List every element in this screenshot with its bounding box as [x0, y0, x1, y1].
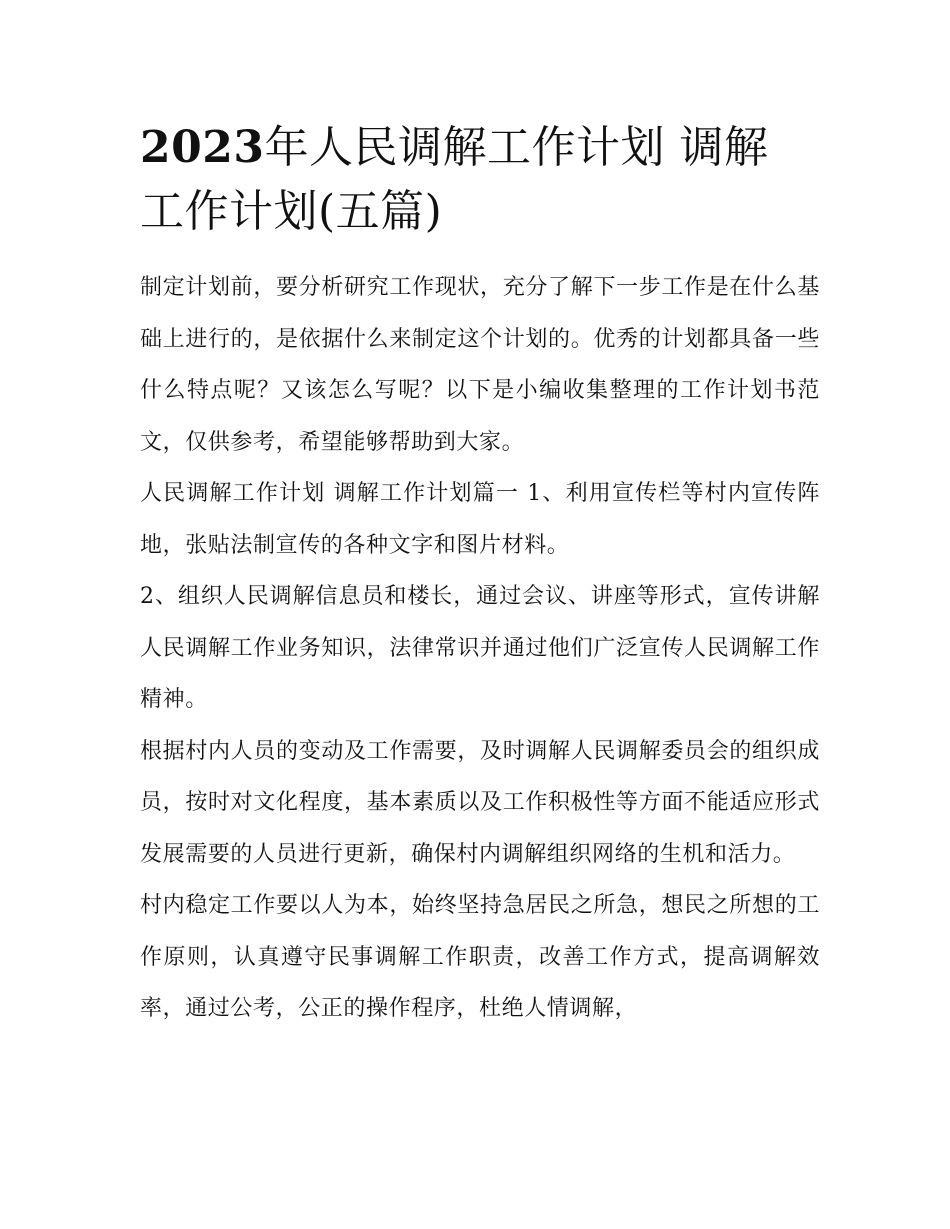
- document-title: [140, 116, 780, 244]
- paragraph-organization: 根据村内人员的变动及工作需要，及时调解人民调解委员会的组织成员，按时对文化程度，基本素质以及工作积极性等方面不能适应形式发展需要的人员进行更新，确保村内调解组织网络的生机和活力。: [140, 738, 820, 867]
- paragraph-item-1: 人民调解工作计划 调解工作计划篇一 1、利用宣传栏等村内宣传阵地，张贴法制宣传的各种文字和图片材料。: [140, 481, 820, 558]
- paragraph-stability: 村内稳定工作要以人为本，始终坚持急居民之所急，想民之所想的工作原则，认真遵守民事调解工作职责，改善工作方式，提高调解效率，通过公考，公正的操作程序，杜绝人情调解，: [140, 893, 820, 1021]
- paragraph-item-2: 2、组织人民调解信息员和楼长，通过会议、讲座等形式，宣传讲解人民调解工作业务知识，法律常识并通过他们广泛宣传人民调解工作精神。: [140, 584, 820, 712]
- title-text: 年人民调解工作计划 调解工作计划(五篇): [140, 122, 769, 237]
- paragraph-intro: 制定计划前，要分析研究工作现状，充分了解下一步工作是在什么基础上进行的，是依据什么来制定这个计划的。优秀的计划都具备一些什么特点呢？又该怎么写呢？以下是小编收集整理的工作计划书范文，仅供参考，希望能够帮助到大家。: [140, 275, 820, 455]
- title-year: 2023: [140, 122, 265, 173]
- document-body: [140, 116, 820, 1035]
